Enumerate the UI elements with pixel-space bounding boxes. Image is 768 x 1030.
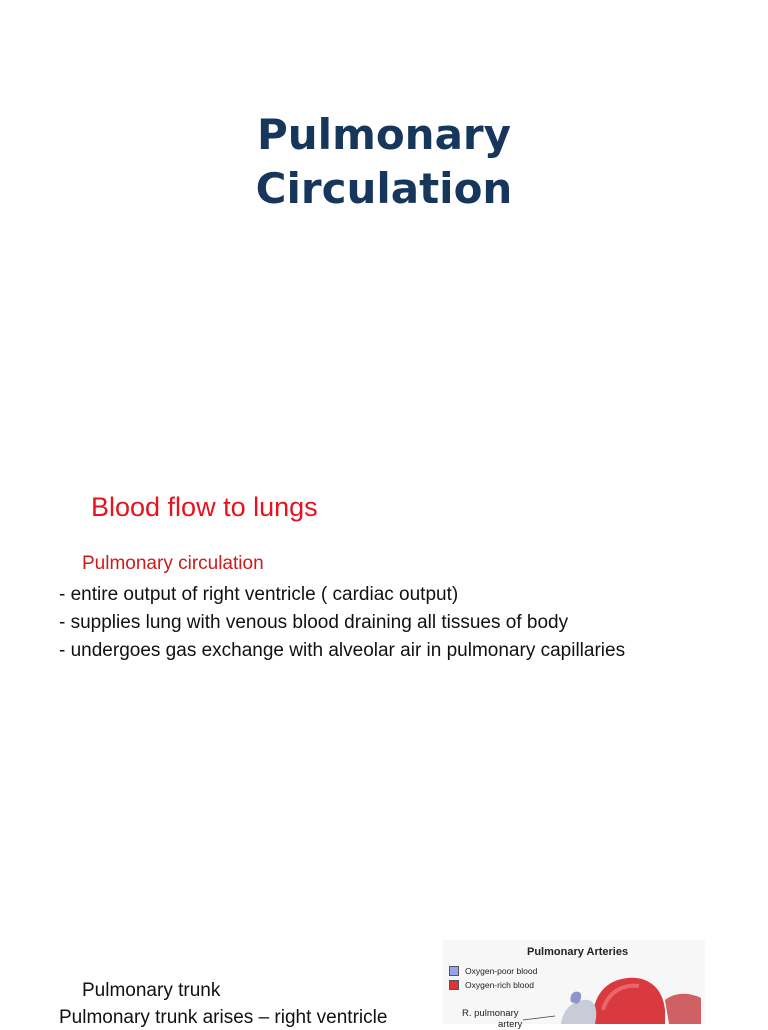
pulmonary-arteries-figure [443,940,705,1030]
bullet-list [59,581,625,665]
figure-label-r-pulmonary-artery [462,1008,522,1030]
bullet-item: - undergoes gas exchange with alveolar air in pulmonary capillaries [59,640,626,661]
legend-swatch-blue [449,966,459,976]
legend-swatch-red [449,980,459,990]
section-subheading: Pulmonary circulation [82,553,264,574]
bullet-item: - supplies lung with venous blood draining all tissues of body [59,612,569,633]
figure-label-line: R. pulmonary [462,1008,519,1019]
legend-label: Oxygen-poor blood [465,966,538,976]
trunk-heading: Pulmonary trunk [82,980,221,1001]
trunk-text: Pulmonary trunk arises – right ventricle [59,1007,388,1028]
section-heading: Blood flow to lungs [91,492,318,522]
legend-item-oxygen-poor [449,966,537,976]
pulmonary-vessel-shape [561,1000,596,1024]
legend-item-oxygen-rich [449,980,534,990]
figure-title: Pulmonary Arteries [527,946,629,958]
figure-label-line: artery [498,1019,523,1030]
legend-label: Oxygen-rich blood [465,980,534,990]
page-title [0,108,768,216]
bullet-item: - entire output of right ventricle ( cardiac output) [59,584,459,605]
title-line-1: Pulmonary [256,110,512,159]
title-line-2: Circulation [255,164,513,213]
